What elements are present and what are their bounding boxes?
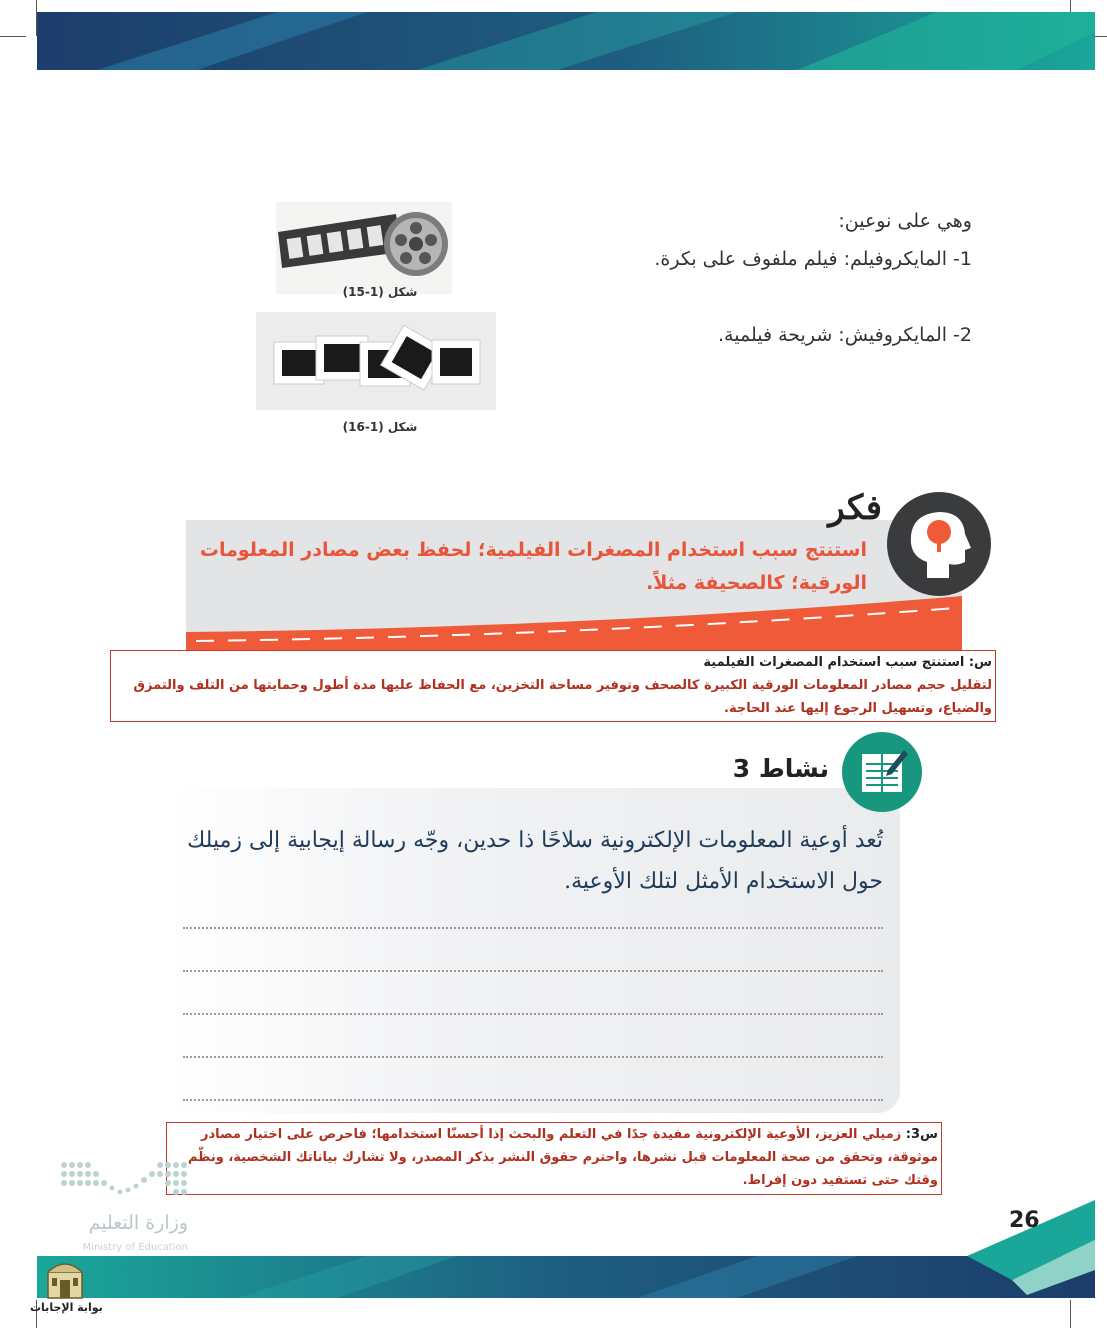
answer-1-text: لتقليل حجم مصادر المعلومات الورقية الكبيرة كالصحف وتوفير مساحة التخزين، مع الحفاظ عليها مدة أطول وحمايتها من التلف والتمزق والضياع، وتسهيل الرجوع إليها عند الحاجة. xyxy=(133,678,992,716)
bottom-banner xyxy=(37,1200,1095,1328)
answer-line[interactable] xyxy=(183,927,883,929)
intro-item-1: 1- المايكروفيلم: فيلم ملفوف على بكرة. xyxy=(654,248,972,270)
intro-item-2: 2- المايكروفيش: شريحة فيلمية. xyxy=(718,324,972,346)
intro-heading: وهي على نوعين: xyxy=(838,210,972,232)
head-tree-icon xyxy=(887,492,991,596)
intro-text xyxy=(452,202,972,354)
ministry-name-english: Ministry of Education xyxy=(82,1242,188,1253)
answer-line[interactable] xyxy=(183,970,883,972)
ministry-logo-icon xyxy=(60,1160,188,1202)
film-reel-image xyxy=(276,202,452,294)
activity-text: تُعد أوعية المعلومات الإلكترونية سلاحًا ذا حدين، وجّه رسالة إيجابية إلى زميلك حول الاستخدام الأمثل لتلك الأوعية. xyxy=(187,828,883,894)
figure-caption-1: شكل (1-15) xyxy=(342,285,418,299)
answer-2-text: زميلي العزيز، الأوعية الإلكترونية مفيدة جدًا في التعلم والبحث إذا أحسنّا استخدامها؛ فاحرص على اختيار مصادر موثوقة، وتحقق من صحة المعلومات قبل نشرها، واحترم حقوق النشر بذكر المصدر، ولا تشارك بياناتك الشخصية، ونظّم وقتك حتى تستفيد دون إفراط. xyxy=(187,1127,938,1188)
film-slides-image xyxy=(256,312,496,410)
figure-caption-2: شكل (1-16) xyxy=(342,420,418,434)
page-number: 26 xyxy=(1009,1208,1040,1233)
answer-box-2 xyxy=(166,1122,942,1195)
portal-building-icon xyxy=(44,1256,86,1300)
answer-box-1 xyxy=(110,650,996,722)
answer-line[interactable] xyxy=(183,1056,883,1058)
answer-2-question: س3: xyxy=(905,1127,938,1142)
answer-line[interactable] xyxy=(183,1099,883,1101)
think-text: استنتج سبب استخدام المصغرات الفيلمية؛ لحفظ بعض مصادر المعلومات الورقية؛ كالصحيفة مثلاً. xyxy=(199,539,867,594)
top-banner xyxy=(37,12,1095,70)
answer-line[interactable] xyxy=(183,1013,883,1015)
ministry-name-arabic: وزارة التعليم xyxy=(88,1212,188,1234)
activity-title: نشاط 3 xyxy=(732,754,829,783)
think-title: فكر xyxy=(828,488,882,528)
notebook-pen-icon xyxy=(842,732,922,812)
crop-mark xyxy=(0,36,26,37)
answer-1-question: س: استنتج سبب استخدام المصغرات الفيلمية xyxy=(703,655,992,670)
portal-label: بوابة الإجابات xyxy=(30,1301,103,1314)
